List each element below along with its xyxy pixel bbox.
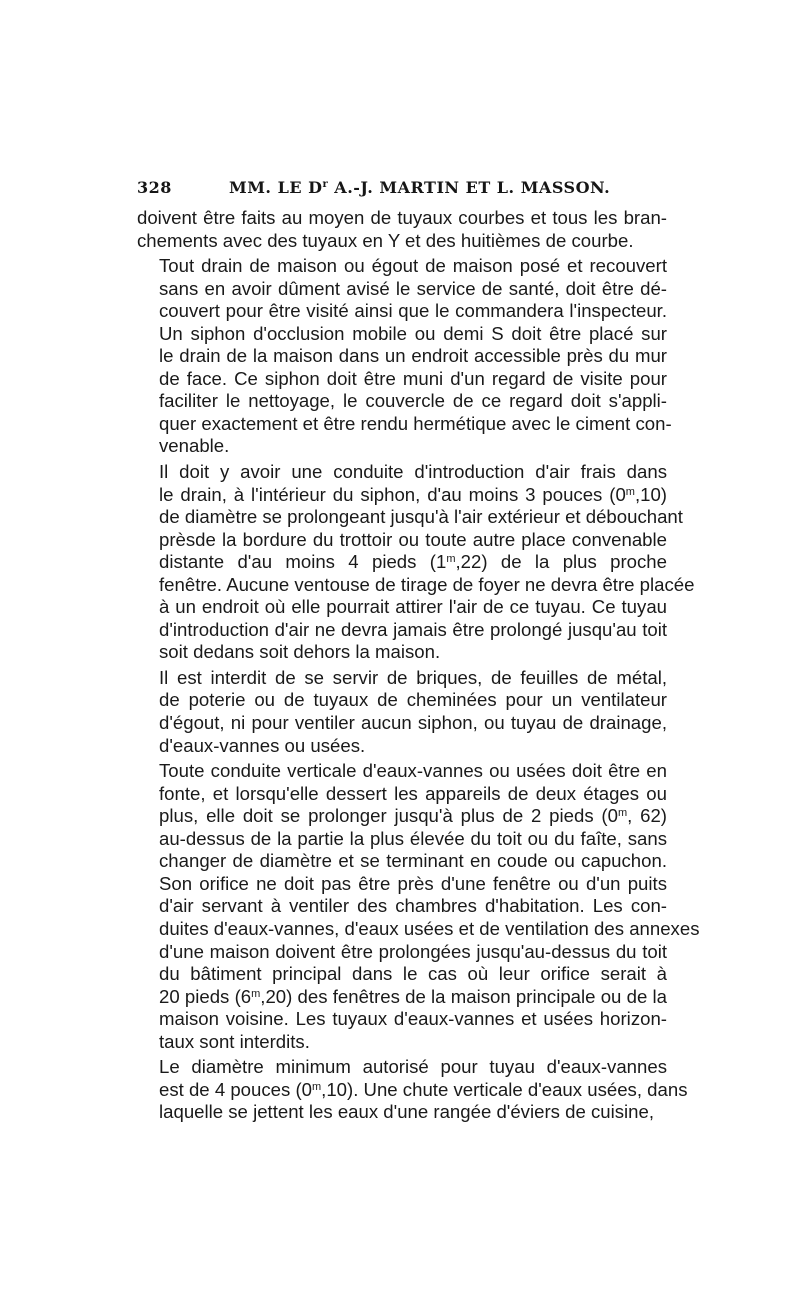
text-line: à un endroit où elle pourrait attirer l'air de ce tuyau. Ce tuyau [159, 596, 667, 618]
text-line: prèsde la bordure du trottoir ou toute autre place convenable [159, 528, 667, 550]
paragraph [137, 207, 667, 252]
text-line: d'égout, ni pour ventiler aucun siphon, ou tuyau de drainage, [159, 712, 667, 734]
text-line: le drain, à l'intérieur du siphon, d'au moins 3 pouces (0$^m$,10) [159, 483, 667, 505]
text-line: chements avec des tuyaux en Y et des huitièmes de courbe. [137, 229, 634, 251]
text-line: laquelle se jettent les eaux d'une rangée d'éviers de cuisine, [159, 1101, 654, 1123]
text-line: de poterie ou de tuyaux de cheminées pour un ventilateur [159, 689, 667, 711]
text-line: de diamètre se prolongeant jusqu'à l'air extérieur et débouchant [159, 506, 683, 528]
text-line: d'eaux-vannes ou usées. [159, 734, 366, 756]
running-head-suffix: A.-J. MARTIN ET L. MASSON. [328, 178, 611, 197]
text-line: le drain de la maison dans un endroit accessible près du mur [159, 345, 667, 367]
text-line: fenêtre. Aucune ventouse de tirage de foyer ne devra être placée [159, 573, 695, 595]
text-line: Un siphon d'occlusion mobile ou demi S doit être placé sur [159, 322, 667, 344]
text-line: fonte, et lorsqu'elle dessert les appareils de deux étages ou [159, 782, 667, 804]
text-line: changer de diamètre et se terminant en coude ou capuchon. [159, 850, 667, 872]
paragraph [137, 1056, 688, 1124]
text-line: venable. [159, 435, 230, 457]
text-line: faciliter le nettoyage, le couvercle de ce regard doit s'appli- [159, 390, 667, 412]
text-line: maison voisine. Les tuyaux d'eaux-vannes et usées horizon- [159, 1008, 667, 1030]
text-line: taux sont interdits. [159, 1030, 310, 1052]
text-line: Il doit y avoir une conduite d'introduction d'air frais dans [159, 461, 667, 483]
paragraph [137, 461, 695, 664]
page-header [137, 178, 667, 204]
running-head-superscript: r [322, 179, 329, 190]
text-line: Le diamètre minimum autorisé pour tuyau d'eaux-vannes [159, 1056, 667, 1078]
text-line: 20 pieds (6$^m$,20) des fenêtres de la maison principale ou de la [159, 985, 667, 1007]
text-line: Il est interdit de se servir de briques, de feuilles de métal, [159, 666, 667, 688]
text-line: de face. Ce siphon doit être muni d'un regard de visite pour [159, 367, 667, 389]
running-head-prefix: MM. LE D [229, 178, 323, 197]
text-line: d'introduction d'air ne devra jamais être prolongé jusqu'au toit [159, 618, 667, 640]
text-line: d'air servant à ventiler des chambres d'habitation. Les con- [159, 895, 667, 917]
text-line: distante d'au moins 4 pieds (1$^m$,22) de la plus proche [159, 551, 667, 573]
page-number: 328 [137, 178, 172, 197]
body-text [137, 207, 700, 1127]
paragraph [137, 255, 672, 458]
text-line: plus, elle doit se prolonger jusqu'à plus de 2 pieds (0$^m$, 62) [159, 805, 667, 827]
paragraph [137, 760, 700, 1053]
running-head [229, 178, 610, 197]
text-line: du bâtiment principal dans le cas où leur orifice serait à [159, 963, 667, 985]
text-line: duites d'eaux-vannes, d'eaux usées et de ventilation des annexes [159, 917, 700, 939]
text-line: au-dessus de la partie la plus élevée du toit ou du faîte, sans [159, 827, 667, 849]
text-line: doivent être faits au moyen de tuyaux courbes et tous les bran- [137, 207, 667, 228]
text-line: soit dedans soit dehors la maison. [159, 641, 441, 663]
text-line: couvert pour être visité ainsi que le commandera l'inspecteur. [159, 300, 667, 322]
text-line: Tout drain de maison ou égout de maison posé et recouvert [159, 255, 667, 277]
text-line: quer exactement et être rendu hermétique avec le ciment con- [159, 412, 672, 434]
text-line: sans en avoir dûment avisé le service de santé, doit être dé- [159, 277, 667, 299]
text-line: Toute conduite verticale d'eaux-vannes ou usées doit être en [159, 760, 667, 782]
text-line: est de 4 pouces (0$^m$,10). Une chute verticale d'eaux usées, dans [159, 1078, 688, 1100]
paragraph [137, 667, 667, 757]
text-line: Son orifice ne doit pas être près d'une fenêtre ou d'un puits [159, 872, 667, 894]
text-line: d'une maison doivent être prolongées jusqu'au-dessus du toit [159, 940, 667, 962]
